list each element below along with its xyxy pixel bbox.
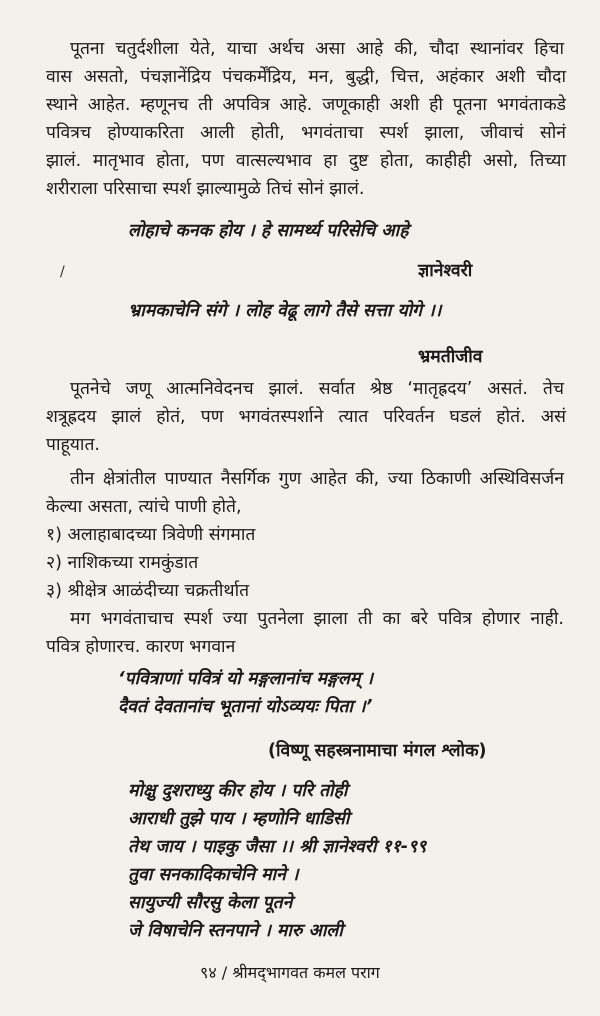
- text-line: तीन क्षेत्रांतील पाण्यात नैसर्गिक गुण आहेत की, ज्या ठिकाणी अस्थिविसर्जन: [70, 469, 564, 489]
- text-line: १) अलाहाबादच्या त्रिवेणी संगमात: [46, 525, 256, 545]
- text-line: ३) श्रीक्षेत्र आळंदीच्या चक्रतीर्थात: [46, 581, 250, 601]
- text-line: स्थाने आहेत. म्हणूनच ती अपवित्र आहे. जणूकाही अशी ही पूतना भगवंताकडे: [46, 95, 566, 115]
- text-line: ज्ञानेश्वरी: [418, 261, 473, 281]
- text-line: पवित्रच होण्याकरिता आली होती, भगवंताचा स्पर्श झाला, जीवाचं सोनं: [46, 123, 566, 143]
- text-line: लोहाचे कनक होय । हे सामर्थ्य परिसेचि आहे: [128, 221, 409, 241]
- text-line: (विष्णू सहस्त्रनामाचा मंगल श्लोक): [268, 741, 487, 761]
- text-line: ‘पवित्राणां पवित्रं यो मङ्गलानांच मङ्गलम् ।: [118, 669, 374, 689]
- text-line: शरीराला परिसाचा स्पर्श झाल्यामुळे तिचं सोनं झालं.: [46, 179, 365, 199]
- text-line: जे विषाचेनि स्तनपाने । मारु आली: [128, 921, 343, 941]
- text-line: तेथ जाय । पाइकु जैसा ।। श्री ज्ञानेश्वरी ११-९९: [128, 837, 427, 857]
- text-line: पूतना चतुर्दशीला येते, याचा अर्थच असा आहे की, चौदा स्थानांवर हिचा: [70, 39, 564, 59]
- text-line: शत्रूह्रदय झालं होतं, पण भगवंतस्पर्शाने त्यात परिवर्तन घडलं होतं. असं: [46, 407, 566, 427]
- text-line: पवित्र होणारच. कारण भगवान: [46, 637, 236, 657]
- text-line: झालं. मातृभाव होता, पण वात्सल्यभाव हा दुष्ट होता, काहीही असो, तिच्या: [46, 151, 566, 171]
- margin-mark: /: [60, 264, 65, 280]
- text-line: भ्रमतीजीव: [418, 347, 483, 367]
- text-line: मग भगवंताचाच स्पर्श ज्या पुतनेला झाला ती का बरे पवित्र होणार नाही.: [70, 609, 564, 629]
- text-line: आराधी तुझे पाय । म्हणोनि धाडिसी: [128, 809, 350, 829]
- text-line: केल्या असता, त्यांचे पाणी होते,: [46, 497, 242, 517]
- text-line: वास असतो, पंचज्ञानेंद्रिय पंचकर्मेंद्रिय, मन, बुद्धी, चित्त, अहंकार अशी चौदा: [46, 67, 566, 87]
- text-line: सायुज्यी सौरसु केला पूतने: [128, 893, 293, 913]
- text-line: तुवा सनकादिकाचेनि माने ।: [128, 865, 299, 885]
- text-line: पाहूयात.: [46, 435, 100, 455]
- text-line: ९४ / श्रीमद्‌भागवत कमल पराग: [200, 963, 380, 982]
- text-line: भ्रामकाचेनि संगे । लोह वेढू लागे तैसे सत्ता योगे ।।: [128, 301, 442, 321]
- text-line: पूतनेचे जणू आत्मनिवेदनच झालं. सर्वात श्रेष्ठ ‘मातृह्रदय’ असतं. तेच: [70, 379, 564, 399]
- text-line: दैवतं देवतानांच भूतानां योऽव्ययः पिता ।’: [118, 697, 373, 717]
- text-line: मोक्षु दुशराध्यु कीर होय । परि तोही: [128, 781, 348, 801]
- text-line: २) नाशिकच्या रामकुंडात: [46, 553, 199, 573]
